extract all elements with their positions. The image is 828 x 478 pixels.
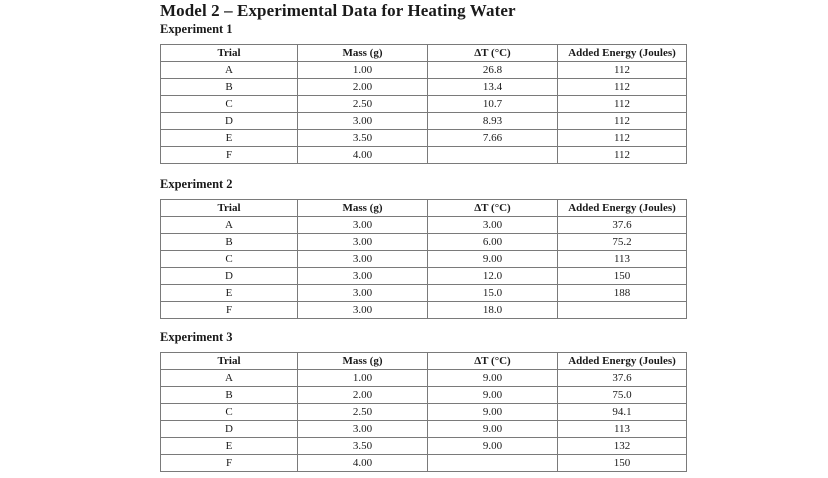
added-energy-cell: 112 <box>558 147 687 164</box>
mass-cell: 3.00 <box>298 217 428 234</box>
table-row <box>161 96 687 113</box>
added-energy-cell <box>558 302 687 319</box>
header-mass: Mass (g) <box>298 45 428 62</box>
delta-t-cell: 7.66 <box>428 130 558 147</box>
trial-cell: B <box>161 79 298 96</box>
delta-t-cell: 6.00 <box>428 234 558 251</box>
trial-cell: A <box>161 62 298 79</box>
header-mass: Mass (g) <box>298 353 428 370</box>
delta-t-cell: 9.00 <box>428 251 558 268</box>
delta-t-cell: 18.0 <box>428 302 558 319</box>
added-energy-cell: 188 <box>558 285 687 302</box>
delta-t-cell <box>428 147 558 164</box>
trial-cell: F <box>161 455 298 472</box>
added-energy-cell: 112 <box>558 96 687 113</box>
added-energy-cell: 75.0 <box>558 387 687 404</box>
experiment-3-heading: Experiment 3 <box>160 330 233 344</box>
header-trial: Trial <box>161 200 298 217</box>
header-trial: Trial <box>161 353 298 370</box>
delta-t-cell: 8.93 <box>428 113 558 130</box>
trial-cell: B <box>161 234 298 251</box>
experiment-3-table <box>160 352 687 472</box>
header-delta-t: ΔT (°C) <box>428 353 558 370</box>
trial-cell: D <box>161 268 298 285</box>
header-delta-t: ΔT (°C) <box>428 200 558 217</box>
experiment-1-table <box>160 44 687 164</box>
mass-cell: 3.00 <box>298 421 428 438</box>
mass-cell: 3.00 <box>298 268 428 285</box>
header-mass: Mass (g) <box>298 200 428 217</box>
mass-cell: 3.50 <box>298 438 428 455</box>
table-row <box>161 217 687 234</box>
mass-cell: 2.00 <box>298 79 428 96</box>
table-row <box>161 251 687 268</box>
delta-t-cell: 15.0 <box>428 285 558 302</box>
mass-cell: 3.00 <box>298 234 428 251</box>
mass-cell: 2.50 <box>298 404 428 421</box>
delta-t-cell: 9.00 <box>428 387 558 404</box>
header-trial: Trial <box>161 45 298 62</box>
trial-cell: F <box>161 302 298 319</box>
table-row <box>161 234 687 251</box>
table-header-row <box>161 353 687 370</box>
mass-cell: 3.50 <box>298 130 428 147</box>
added-energy-cell: 37.6 <box>558 370 687 387</box>
table-row <box>161 113 687 130</box>
delta-t-cell: 26.8 <box>428 62 558 79</box>
table-row <box>161 285 687 302</box>
delta-t-cell: 9.00 <box>428 370 558 387</box>
trial-cell: B <box>161 387 298 404</box>
page-title: Model 2 – Experimental Data for Heating Water <box>160 1 516 20</box>
table-row <box>161 130 687 147</box>
delta-t-cell: 3.00 <box>428 217 558 234</box>
mass-cell: 1.00 <box>298 370 428 387</box>
added-energy-cell: 37.6 <box>558 217 687 234</box>
trial-cell: A <box>161 370 298 387</box>
mass-cell: 4.00 <box>298 455 428 472</box>
experiment-2-table <box>160 199 687 319</box>
added-energy-cell: 113 <box>558 421 687 438</box>
delta-t-cell: 13.4 <box>428 79 558 96</box>
experiment-2-heading: Experiment 2 <box>160 177 233 191</box>
table-row <box>161 370 687 387</box>
mass-cell: 2.00 <box>298 387 428 404</box>
trial-cell: E <box>161 438 298 455</box>
table-row <box>161 147 687 164</box>
table-row <box>161 79 687 96</box>
delta-t-cell: 9.00 <box>428 404 558 421</box>
trial-cell: F <box>161 147 298 164</box>
table-row <box>161 387 687 404</box>
table-row <box>161 302 687 319</box>
table-row <box>161 455 687 472</box>
table-row <box>161 404 687 421</box>
delta-t-cell: 12.0 <box>428 268 558 285</box>
added-energy-cell: 132 <box>558 438 687 455</box>
delta-t-cell: 9.00 <box>428 438 558 455</box>
header-delta-t: ΔT (°C) <box>428 45 558 62</box>
added-energy-cell: 113 <box>558 251 687 268</box>
experiment-1-heading: Experiment 1 <box>160 22 233 36</box>
added-energy-cell: 112 <box>558 62 687 79</box>
trial-cell: C <box>161 404 298 421</box>
added-energy-cell: 112 <box>558 79 687 96</box>
header-added-energy: Added Energy (Joules) <box>558 200 687 217</box>
table-row <box>161 268 687 285</box>
added-energy-cell: 75.2 <box>558 234 687 251</box>
delta-t-cell: 10.7 <box>428 96 558 113</box>
mass-cell: 4.00 <box>298 147 428 164</box>
trial-cell: A <box>161 217 298 234</box>
trial-cell: C <box>161 96 298 113</box>
mass-cell: 3.00 <box>298 113 428 130</box>
delta-t-cell: 9.00 <box>428 421 558 438</box>
added-energy-cell: 150 <box>558 268 687 285</box>
table-row <box>161 421 687 438</box>
trial-cell: E <box>161 130 298 147</box>
added-energy-cell: 150 <box>558 455 687 472</box>
trial-cell: D <box>161 421 298 438</box>
header-added-energy: Added Energy (Joules) <box>558 45 687 62</box>
table-header-row <box>161 200 687 217</box>
trial-cell: D <box>161 113 298 130</box>
mass-cell: 3.00 <box>298 251 428 268</box>
header-added-energy: Added Energy (Joules) <box>558 353 687 370</box>
added-energy-cell: 112 <box>558 113 687 130</box>
mass-cell: 3.00 <box>298 285 428 302</box>
table-header-row <box>161 45 687 62</box>
trial-cell: E <box>161 285 298 302</box>
added-energy-cell: 112 <box>558 130 687 147</box>
mass-cell: 1.00 <box>298 62 428 79</box>
delta-t-cell <box>428 455 558 472</box>
mass-cell: 3.00 <box>298 302 428 319</box>
trial-cell: C <box>161 251 298 268</box>
table-row <box>161 438 687 455</box>
mass-cell: 2.50 <box>298 96 428 113</box>
added-energy-cell: 94.1 <box>558 404 687 421</box>
table-row <box>161 62 687 79</box>
